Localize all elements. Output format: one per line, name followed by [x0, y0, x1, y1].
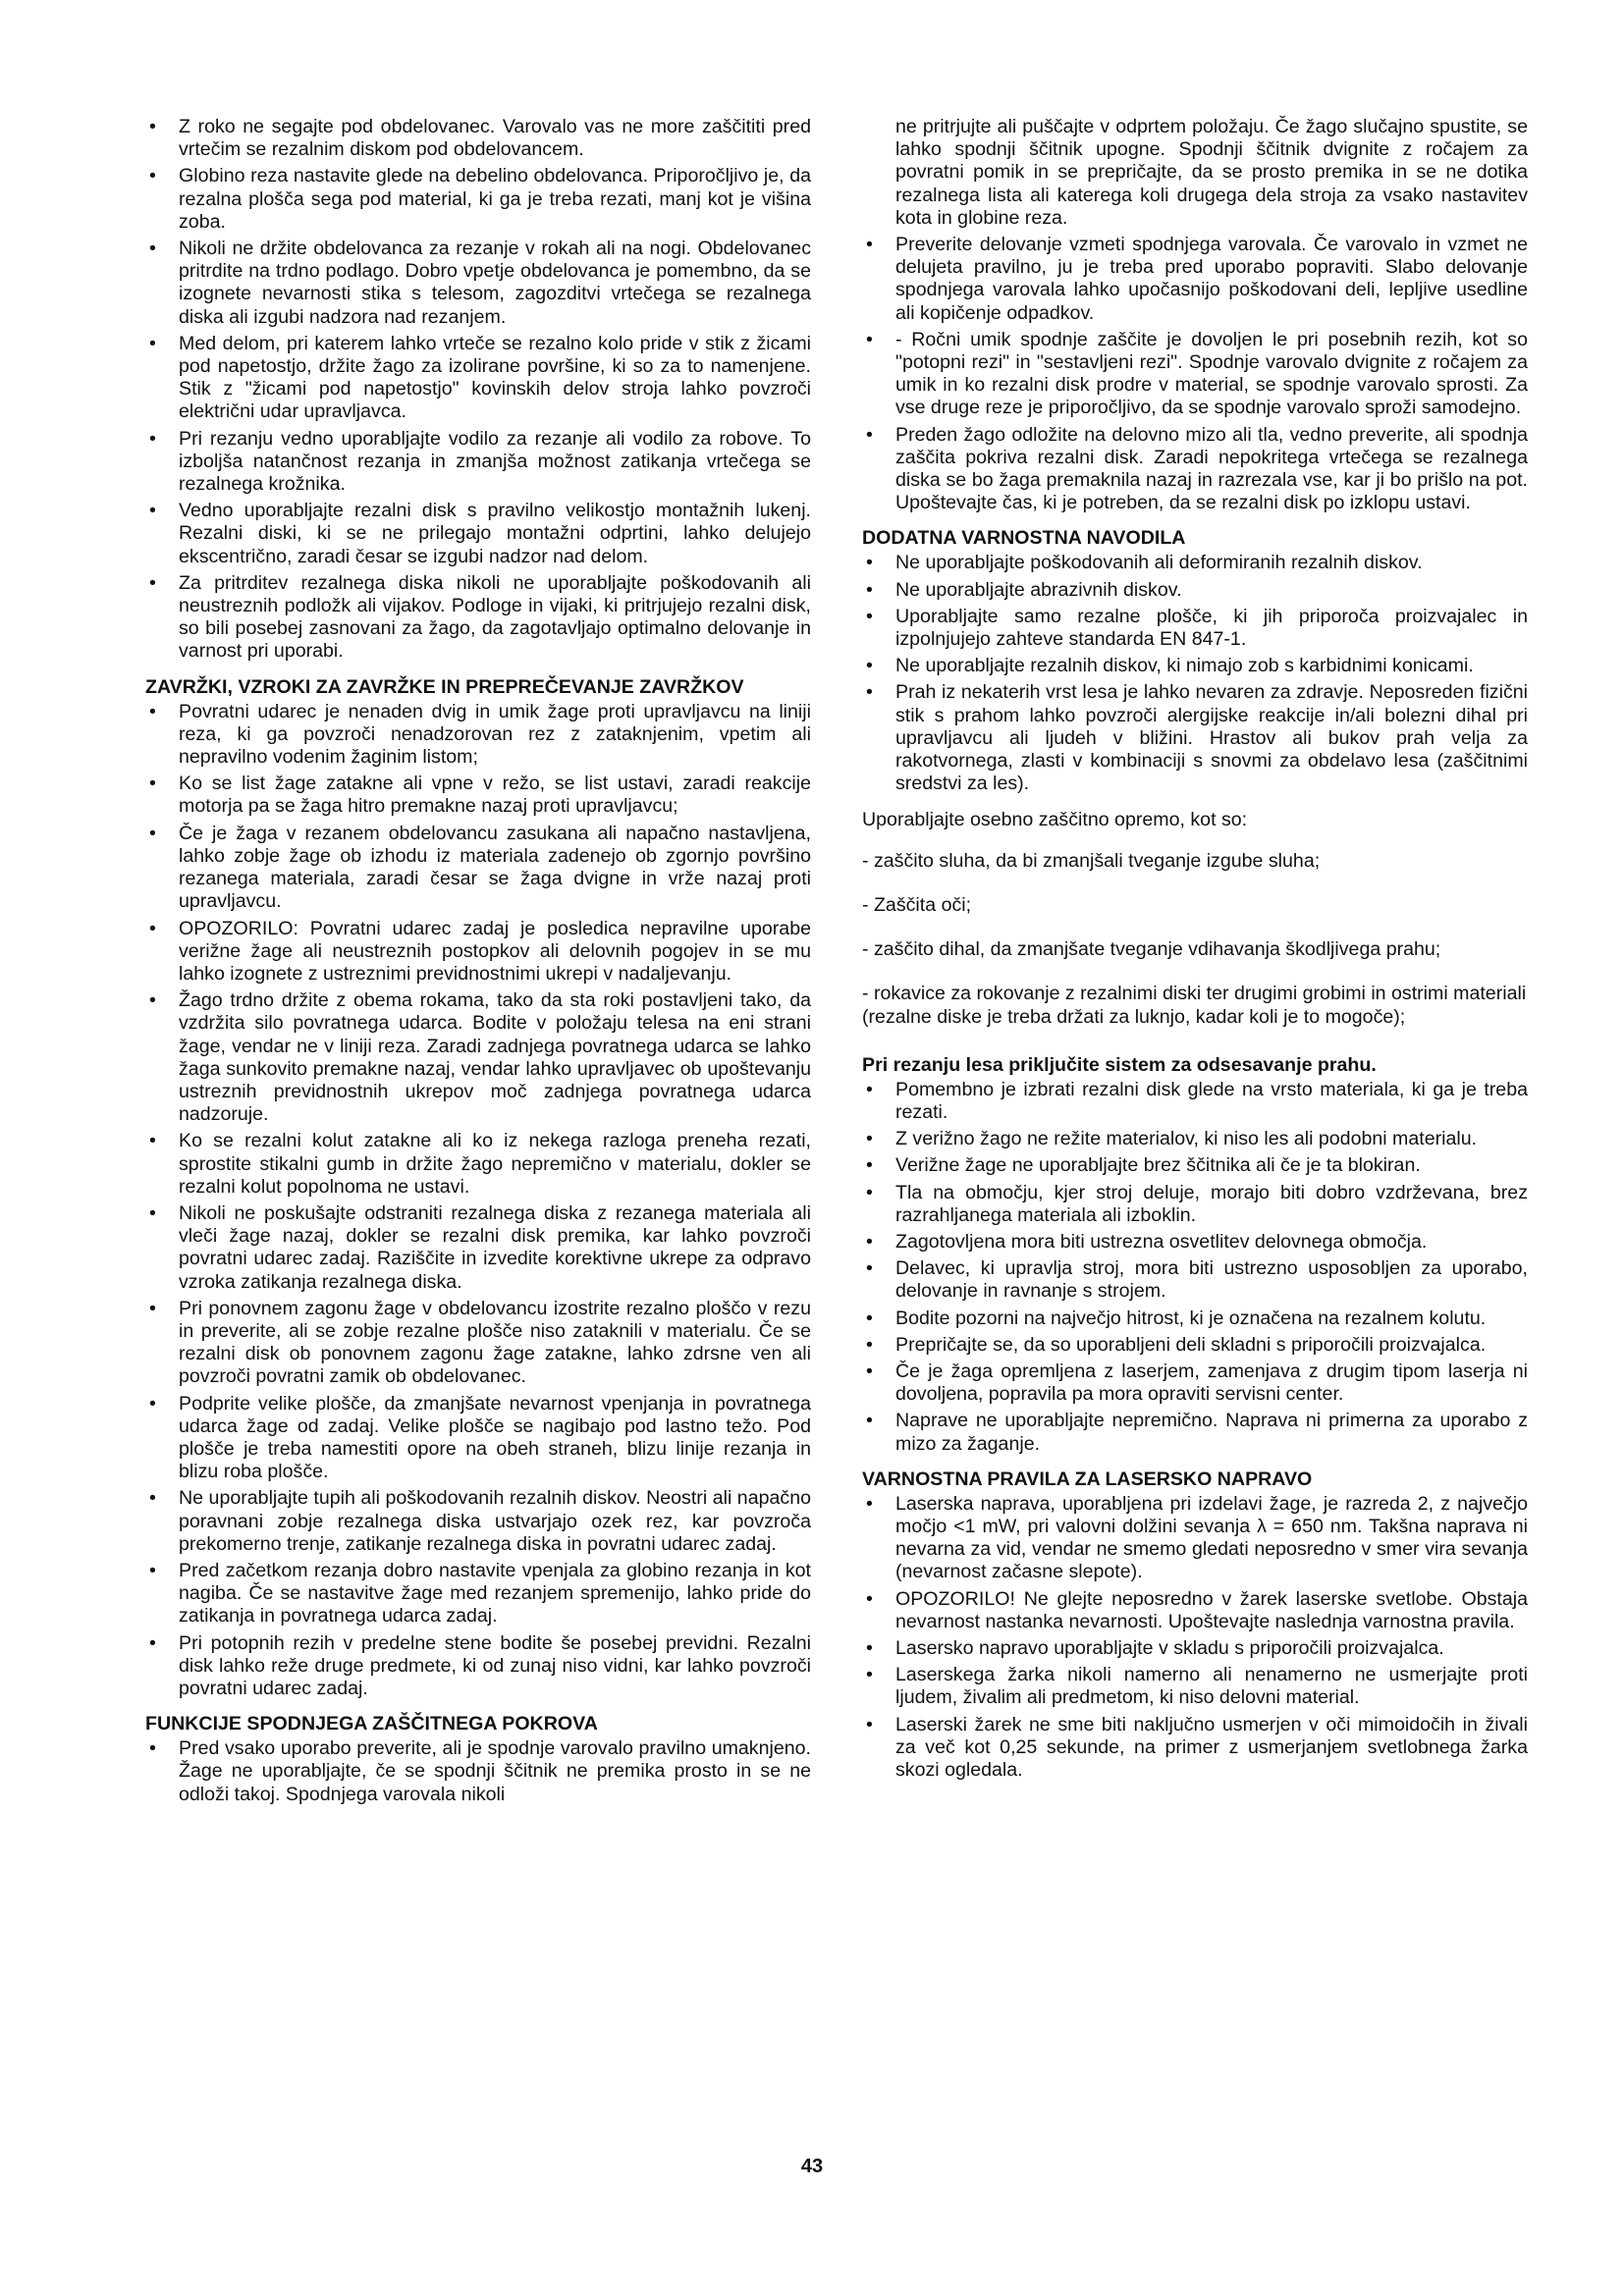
list-item: • Pomembno je izbrati rezalni disk glede na vrsto materiala, ki ga je treba rezati. [862, 1079, 1528, 1124]
list-item: • OPOZORILO! Ne glejte neposredno v žarek laserske svetlobe. Obstaja nevarnost nastanka nevarnosti. Upoštevajte naslednja varnostna pravila. [862, 1588, 1528, 1633]
continued-item [862, 116, 1528, 230]
list-item: ne pritrjujte ali puščajte v odprtem položaju. Če žago slučajno spustite, se lahko spodnji ščitnik upogne. Spodnji ščitnik dvignite z ročajem za povratni pomik in se prepričajte, da se prosto premika in se ne dotika rezalnega lista ali katerega koli drugega dela stroja za vsako nastavitev kota in globine reza. [895, 116, 1528, 229]
list-item: • Globino reza nastavite glede na debelino obdelovanca. Priporočljivo je, da rezalna plošča sega pod material, ki ga je treba rezati, manj kot je višina zoba. [145, 165, 811, 234]
list-item: • Verižne žage ne uporabljajte brez ščitnika ali če je ta blokiran. [862, 1154, 1528, 1177]
list-item: • Preverite delovanje vzmeti spodnjega varovala. Če varovalo in vzmet ne delujeta pravilno, ju je treba pred uporabo popraviti. Slabo delovanje spodnjega varovala lahko upočasnijo poškodovani deli, lepljive usedline ali kopičenje odpadkov. [862, 234, 1528, 325]
ppe-item: - zaščito dihal, da zmanjšate tveganje vdihavanja škodljivega prahu; [862, 938, 1441, 961]
list-item: • Povratni udarec je nenaden dvig in umik žage proti upravljavcu na liniji reza, ki ga povzroči nenadzorovan rez z zataknjenim, vpetim ali nepravilno vodenim žaginim listom; [145, 701, 811, 770]
list-item: • OPOZORILO: Povratni udarec zadaj je posledica nepravilne uporabe verižne žage ali neustreznih postopkov ali delovnih pogojev in se mu lahko izognete z ustreznimi previdnostnimi ukrepi v nadaljevanju. [145, 918, 811, 987]
list-item: • Če je žaga v rezanem obdelovancu zasukana ali napačno nastavljena, lahko zobje žage ob izhodu iz materiala zadenejo ob zgornjo površino rezanega materiala, zaradi česar se žaga dvigne in vrže nazaj proti upravljavcu. [145, 823, 811, 914]
ppe-item: - zaščito sluha, da bi zmanjšali tveganje izgube sluha; [862, 849, 1321, 872]
section-heading-laser-safety: VARNOSTNA PRAVILA ZA LASERSKO NAPRAVO [862, 1468, 1313, 1490]
list-item: • Prepričajte se, da so uporabljeni deli skladni s priporočili proizvajalca. [862, 1334, 1528, 1357]
list-item: • Ne uporabljajte rezalnih diskov, ki nimajo zob s karbidnimi konicami. [862, 655, 1528, 677]
lower-guard-list [145, 1737, 811, 1806]
list-item: • Za pritrditev rezalnega diska nikoli ne uporabljajte poškodovanih ali neustreznih podložk ali vijakov. Podloge in vijaki, ki pritrjujejo rezalni disk, so bili posebej zasnovani za žago, da zagotavljajo optimalno delovanje in varnost pri uporabi. [145, 572, 811, 664]
ppe-item: - Zaščita oči; [862, 893, 972, 916]
list-item: • Pri potopnih rezih v predelne stene bodite še posebej previdni. Rezalni disk lahko reže druge predmete, ki od zunaj niso vidni, kar lahko povzroči povratni udarec zadaj. [145, 1632, 811, 1701]
list-item: • Nikoli ne poskušajte odstraniti rezalnega diska z rezanega materiala ali vleči žage nazaj, dokler se rezalni disk premika, kar lahko povzroči povratni udarec zadaj. Raziščite in izvedite korektivne ukrepe za odpravo vzroka zatikanja rezalnega diska. [145, 1202, 811, 1294]
left-column [145, 116, 811, 1810]
right-column [862, 116, 1528, 1786]
list-item: • Podprite velike plošče, da zmanjšate nevarnost vpenjanja in povratnega udarca žage od zadaj. Velike plošče se nagibajo pod lastno težo. Pod plošče je treba namestiti opore na obeh straneh, blizu linije rezanja in blizu roba plošče. [145, 1393, 811, 1484]
list-item: • Žago trdno držite z obema rokama, tako da sta roki postavljeni tako, da vzdržita silo povratnega udarca. Bodite v položaju telesa na eni strani žage, vendar ne v liniji reza. Zaradi zadnjega povratnega udarca se lahko žaga sunkovito premakne nazaj, vendar lahko upravljavec ob upoštevanju ustreznih previdnostnih ukrepov moč zadnjega povratnega udarca nadzoruje. [145, 989, 811, 1126]
list-item: • Preden žago odložite na delovno mizo ali tla, vedno preverite, ali spodnja zaščita pokriva rezalni disk. Zaradi nepokritega vrtečega se rezalnega diska se bo žaga premaknila nazaj in razrezala vse, kar ji bo prišlo na pot. Upoštevajte čas, ki je potreben, da se rezalni disk po izklopu ustavi. [862, 424, 1528, 515]
list-item: • Pri ponovnem zagonu žage v obdelovancu izostrite rezalno ploščo v rezu in preverite, ali se zobje rezalne plošče niso zataknili v materialu. Če se rezalni disk ob ponovnem zagonu žage zatakne, lahko zdrsne ven ali povzroči povratni zamik ob obdelovanec. [145, 1298, 811, 1389]
list-item: • Ne uporabljajte poškodovanih ali deformiranih rezalnih diskov. [862, 552, 1528, 574]
list-item: • Delavec, ki upravlja stroj, mora biti ustrezno usposobljen za uporabo, delovanje in ravnanje s strojem. [862, 1257, 1528, 1303]
list-item: • Z roko ne segajte pod obdelovanec. Varovalo vas ne more zaščititi pred vrtečim se rezalnim diskom pod obdelovancem. [145, 116, 811, 161]
list-item: • Z verižno žago ne režite materialov, ki niso les ali podobni materialu. [862, 1128, 1528, 1150]
additional-safety-list [862, 552, 1528, 795]
laser-safety-list [862, 1493, 1528, 1782]
list-item: • Vedno uporabljajte rezalni disk s pravilno velikostjo montažnih lukenj. Rezalni diski, ki se ne prilegajo montažni odprtini, lahko delujejo ekscentrično, zaradi česar se izgubi nadzor nad delom. [145, 500, 811, 568]
list-item: • Ko se rezalni kolut zatakne ali ko iz nekega razloga preneha rezati, sprostite stikalni gumb in držite žago nepremično v materialu, dokler se rezalni kolut popolnoma ne ustavi. [145, 1130, 811, 1199]
list-item: • Ne uporabljajte abrazivnih diskov. [862, 579, 1528, 602]
list-item: • Ne uporabljajte tupih ali poškodovanih rezalnih diskov. Neostri ali napačno poravnani zobje rezalnega diska ustvarjajo ozek rez, kar povzroča prekomerno trenje, zatikanje rezalnega diska in povratni udarec zadaj. [145, 1487, 811, 1556]
list-item: • Če je žaga opremljena z laserjem, zamenjava z drugim tipom laserja ni dovoljena, popravila pa mora opraviti servisni center. [862, 1361, 1528, 1406]
list-item: • Ko se list žage zatakne ali vpne v režo, se list ustavi, zaradi reakcije motorja pa se žaga hitro premakne nazaj proti upravljavcu; [145, 773, 811, 818]
list-item: • Lasersko napravo uporabljajte v skladu s priporočili proizvajalca. [862, 1637, 1528, 1660]
dust-extraction-list [862, 1079, 1528, 1456]
list-item: • Naprave ne uporabljajte nepremično. Naprava ni primerna za uporabo z mizo za žaganje. [862, 1410, 1528, 1455]
section-heading-kickback: ZAVRŽKI, VZROKI ZA ZAVRŽKE IN PREPREČEVANJE ZAVRŽKOV [145, 675, 744, 698]
section-heading-lower-guard: FUNKCIJE SPODNJEGA ZAŠČITNEGA POKROVA [145, 1713, 598, 1735]
ppe-intro: Uporabljajte osebno zaščitno opremo, kot so: [862, 809, 1248, 831]
list-item: • Laserski žarek ne sme biti naključno usmerjen v oči mimoidočih in živali za več kot 0,25 sekunde, na primer z usmerjanjem svetlobnega žarka skozi ogledala. [862, 1714, 1528, 1783]
list-item: • Laserskega žarka nikoli namerno ali nenamerno ne usmerjajte proti ljudem, živalim ali predmetom, ki niso delovni material. [862, 1664, 1528, 1709]
safety-list-general [145, 116, 811, 664]
list-item: • Med delom, pri katerem lahko vrteče se rezalno kolo pride v stik z žicami pod napetostjo, držite žago za izolirane površine, ki so za to namenjene. Stik z "žicami pod napetostjo" kovinskih delov stroja lahko povzroči električni udar upravljavca. [145, 333, 811, 424]
list-item: • Pred začetkom rezanja dobro nastavite vpenjala za globino rezanja in kot nagiba. Če se nastavitve žage med rezanjem spremenijo, lahko pride do zatikanja in povratnega udarca zadaj. [145, 1560, 811, 1629]
list-item: • Pri rezanju vedno uporabljajte vodilo za rezanje ali vodilo za robove. To izboljša natančnost rezanja in zmanjša možnost zatikanja vrtečega se rezalnega krožnika. [145, 428, 811, 497]
list-item: • Nikoli ne držite obdelovanca za rezanje v rokah ali na nogi. Obdelovanec pritrdite na trdno podlago. Dobro vpetje obdelovanca je pomembno, da se izognete nevarnosti stika s telesom, zagozditvi vrtečega se rezalnega diska ali izgubi nadzora nad rezanjem. [145, 238, 811, 329]
list-item: • Bodite pozorni na največjo hitrost, ki je označena na rezalnem kolutu. [862, 1308, 1528, 1330]
section-heading-additional-safety: DODATNA VARNOSTNA NAVODILA [862, 527, 1186, 550]
section-heading-dust-extraction: Pri rezanju lesa priključite sistem za odsesavanje prahu. [862, 1053, 1377, 1076]
list-item: • Prah iz nekaterih vrst lesa je lahko nevaren za zdravje. Neposreden fizični stik s prahom lahko povzroči alergijske reakcije in/ali bolezni dihal pri upravljavcu ali ljudeh v bližini. Hrastov ali bukov prah velja za rakotvornega, zlasti v kombinaciji s snovmi za obdelavo lesa (zaščitnimi sredstvi za les). [862, 681, 1528, 795]
list-item: • Laserska naprava, uporabljena pri izdelavi žage, je razreda 2, z največjo močjo <1 mW, pri valovni dolžini sevanja λ = 650 nm. Takšna naprava ni nevarna za vid, vendar ne smemo gledati neposredno v smer vira sevanja (nevarnost začasne slepote). [862, 1493, 1528, 1584]
list-item: • Pred vsako uporabo preverite, ali je spodnje varovalo pravilno umaknjeno. Žage ne uporabljajte, če se spodnji ščitnik ne premika prosto in se ne odloži takoj. Spodnjega varovala nikoli [145, 1737, 811, 1806]
list-item: • Zagotovljena mora biti ustrezna osvetlitev delovnega območja. [862, 1231, 1528, 1254]
lower-guard-list-continued [862, 234, 1528, 514]
page-number: 43 [800, 2156, 824, 2177]
ppe-item: - rokavice za rokovanje z rezalnimi diski ter drugimi grobimi in ostrimi materiali (rezalne diske je treba držati za luknjo, kadar koli je to mogoče); [862, 983, 1527, 1028]
list-item: • - Ročni umik spodnje zaščite je dovoljen le pri posebnih rezih, kot so "potopni rezi" in "sestavljeni rezi". Spodnje varovalo dvignite z ročajem za umik in ko rezalni disk prodre v material, se spodnje varovalo sprosti. Za vse druge reze je priporočljivo, da se spodnje varovalo sproži samodejno. [862, 329, 1528, 420]
list-item: • Tla na območju, kjer stroj deluje, morajo biti dobro vzdrževana, brez razrahljanega materiala ali izboklin. [862, 1182, 1528, 1227]
list-item: • Uporabljajte samo rezalne plošče, ki jih priporoča proizvajalec in izpolnjujejo zahteve standarda EN 847-1. [862, 606, 1528, 651]
kickback-list [145, 701, 811, 1701]
